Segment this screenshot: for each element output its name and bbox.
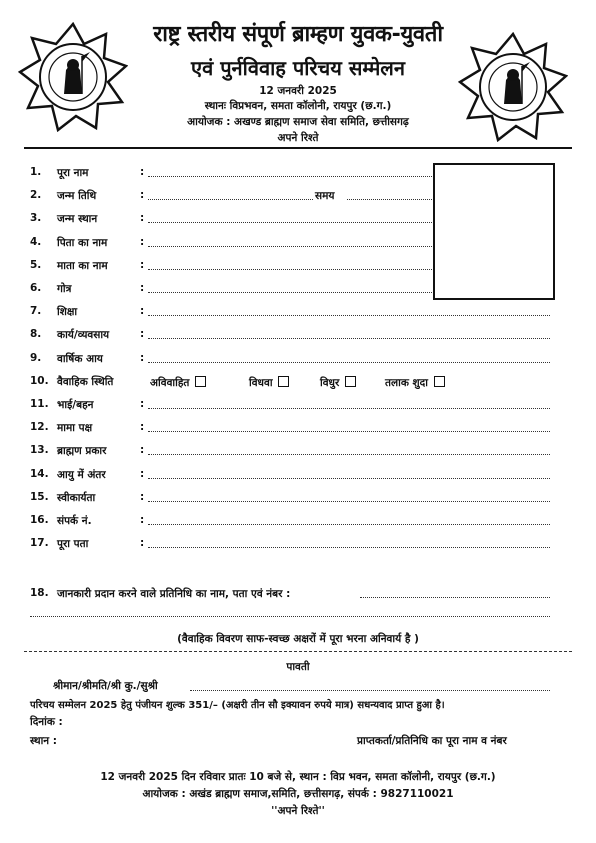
field-label: गोत्र (57, 283, 72, 295)
field-label: संपर्क नं. (57, 515, 92, 527)
field-colon: : (140, 421, 145, 433)
receiver-signature-label: प्राप्तकर्ता/प्रतिनिधि का पूरा नाम व नंबर (357, 735, 507, 747)
checkbox[interactable] (434, 376, 445, 387)
field-colon: : (140, 491, 145, 503)
checkbox[interactable] (345, 376, 356, 387)
field-label: शिक्षा (57, 306, 78, 318)
field-input[interactable] (148, 352, 550, 363)
field-input[interactable] (148, 328, 550, 339)
field-18-input[interactable] (360, 587, 550, 598)
field-number: 7. (30, 305, 42, 317)
field-colon: : (140, 212, 145, 224)
event-venue: स्थानः विप्रभवन, समता कॉलोनी, रायपुर (छ.ग.) (204, 100, 392, 112)
checkbox[interactable] (278, 376, 289, 387)
marital-option-widow[interactable]: विधवा (249, 376, 289, 390)
field-input[interactable] (148, 514, 550, 525)
field-colon: : (140, 236, 145, 248)
field-label: स्वीकार्यता (57, 492, 96, 504)
field-number: 11. (30, 398, 49, 410)
field-number: 15. (30, 491, 49, 503)
field-input[interactable] (148, 421, 550, 432)
emblem-star-icon (18, 22, 128, 132)
field-colon: : (140, 514, 145, 526)
field-colon: : (140, 444, 145, 456)
field-number: 5. (30, 259, 42, 271)
field-input[interactable] (148, 236, 432, 247)
field-input[interactable] (148, 189, 313, 200)
form-title: राष्ट्र स्तरीय संपूर्ण ब्राम्हण युवक-युवती (153, 22, 443, 47)
form-subtitle: एवं पुर्नविवाह परिचय सम्मेलन (191, 56, 405, 80)
footer-event-details: 12 जनवरी 2025 दिन रविवार प्रातः 10 बजे से, स्थान : विप्र भवन, समता कॉलोनी, रायपुर (छ.ग.) (100, 771, 496, 783)
field-number: 12. (30, 421, 49, 433)
marital-option-divorced[interactable]: तलाक शुदा (385, 376, 445, 390)
field-colon: : (140, 328, 145, 340)
field-label: माता का नाम (57, 260, 108, 272)
field-input[interactable] (148, 282, 432, 293)
receipt-place-label: स्थान : (30, 735, 57, 747)
field-input[interactable] (148, 305, 550, 316)
field-18-label: जानकारी प्रदान करने वाले प्रतिनिधि का नाम, पता एवं नंबर : (57, 588, 291, 600)
field-label: भाई/बहन (57, 399, 94, 411)
field-colon: : (140, 166, 145, 178)
field-number: 3. (30, 212, 42, 224)
field-label: पिता का नाम (57, 237, 108, 249)
marital-option-widower[interactable]: विधुर (320, 376, 356, 390)
field-number: 6. (30, 282, 42, 294)
field-colon: : (140, 189, 145, 201)
field-colon: : (140, 398, 145, 410)
field-colon: : (140, 537, 145, 549)
field-label: जन्म स्थान (57, 213, 98, 225)
field-input[interactable] (148, 468, 550, 479)
field-colon: : (140, 468, 145, 480)
field-input[interactable] (148, 259, 432, 270)
receipt-honorific: श्रीमान/श्रीमति/श्री कु./सुश्री (53, 680, 158, 692)
event-tagline: अपने रिश्ते (277, 132, 319, 144)
field-input[interactable] (148, 398, 550, 409)
field-colon: : (140, 352, 145, 364)
field-number: 16. (30, 514, 49, 526)
field-input[interactable] (148, 166, 432, 177)
field-label: कार्य/व्यवसाय (57, 329, 110, 341)
event-organizer: आयोजक : अखण्ड ब्राह्मण समाज सेवा समिति, छत्तीसगढ़ (187, 116, 409, 128)
receipt-title: पावती (286, 661, 310, 673)
field-number: 14. (30, 468, 49, 480)
field-input[interactable] (148, 537, 550, 548)
marital-option-unmarried[interactable]: अविवाहित (150, 376, 206, 390)
event-date: 12 जनवरी 2025 (259, 85, 337, 97)
checkbox[interactable] (195, 376, 206, 387)
field-label: पूरा पता (57, 538, 89, 550)
footer-tagline: ''अपने रिश्ते'' (271, 805, 325, 817)
footer-organizer-contact: आयोजक : अखंड ब्राह्मण समाज,समिति, छत्तीसगढ़, संपर्क : 9827110021 (142, 788, 454, 800)
field-number: 13. (30, 444, 49, 456)
field-colon: : (140, 282, 145, 294)
field-label: वार्षिक आय (57, 353, 103, 365)
field-input[interactable] (148, 491, 550, 502)
receipt-name-input[interactable] (190, 680, 550, 691)
left-emblem-logo (18, 22, 128, 132)
field-number: 4. (30, 236, 42, 248)
field-number: 10. (30, 375, 49, 387)
field-input[interactable] (347, 189, 432, 200)
field-number: 9. (30, 352, 42, 364)
field-label: वैवाहिक स्थिति (57, 376, 114, 388)
field-number: 8. (30, 328, 42, 340)
field-label: ब्राह्मण प्रकार (57, 445, 107, 457)
field-number: 1. (30, 166, 42, 178)
receipt-fee-text: परिचय सम्मेलन 2025 हेतु पंजीयन शुल्क 351/– (अक्षरी तीन सौ इक्यावन रुपये मात्र) सधन्यवाद प्राप्त हुआ है। (30, 700, 445, 711)
field-number: 2. (30, 189, 42, 201)
field-label: आयु में अंतर (57, 469, 106, 481)
instruction-note: (वैवाहिक विवरण साफ-स्वच्छ अक्षरों में पूरा भरना अनिवार्य है ) (177, 633, 419, 645)
cut-line (24, 651, 572, 652)
field-input[interactable] (148, 444, 550, 455)
field-extra-label: समय (315, 190, 335, 202)
field-18-input-line2[interactable] (30, 606, 550, 617)
field-label: पूरा नाम (57, 167, 89, 179)
field-number: 17. (30, 537, 49, 549)
field-label: जन्म तिथि (57, 190, 97, 202)
field-input[interactable] (148, 212, 432, 223)
receipt-date-label: दिनांक : (30, 716, 63, 728)
field-18-number: 18. (30, 587, 49, 599)
field-label: मामा पक्ष (57, 422, 93, 434)
header-divider (24, 147, 572, 149)
photo-box[interactable] (433, 163, 555, 300)
field-colon: : (140, 305, 145, 317)
field-colon: : (140, 259, 145, 271)
